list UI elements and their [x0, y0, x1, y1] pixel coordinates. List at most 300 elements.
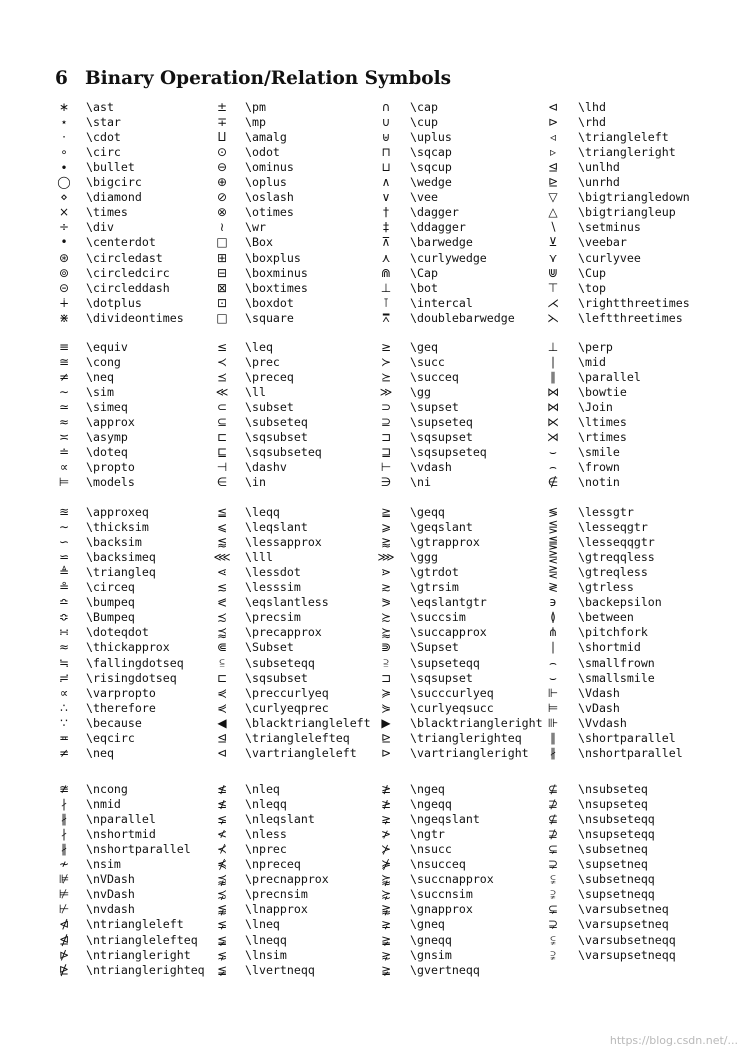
symbol-glyph: ⪖ [380, 595, 392, 610]
latex-command: \lnapprox [245, 902, 308, 917]
symbol-glyph: ⊪ [547, 715, 559, 730]
latex-command: \sim [86, 385, 114, 400]
latex-command: \approxeq [86, 505, 149, 519]
latex-command: \nleqslant [245, 812, 315, 827]
latex-command: \veebar [578, 235, 627, 250]
latex-command: \simeq [86, 400, 128, 415]
latex-command: \Subset [245, 640, 294, 655]
symbol-glyph: ≏ [58, 595, 70, 610]
symbol-glyph: ⋑ [380, 640, 392, 655]
symbol-glyph: ∥ [550, 730, 556, 745]
latex-command: \prec [245, 355, 280, 370]
latex-command: \vDash [578, 700, 620, 715]
latex-command: \nshortparallel [578, 745, 683, 760]
latex-command: \notin [578, 475, 620, 490]
latex-command: \sqcup [410, 160, 452, 175]
symbol-glyph: ∝ [59, 685, 69, 700]
latex-command: \bullet [86, 160, 135, 175]
latex-command: \subsetneqq [578, 872, 655, 887]
symbol-glyph: ⊳ [547, 115, 559, 130]
symbol-glyph: ∘ [60, 145, 68, 160]
latex-command: \circeq [86, 580, 135, 595]
symbol-glyph: ⫆ [383, 655, 389, 670]
symbol-glyph: ⪺ [380, 872, 392, 887]
latex-command: \ngtr [410, 827, 445, 842]
symbol-glyph: ⊡ [216, 295, 228, 310]
symbol-glyph: ≈ [58, 415, 70, 430]
symbol-glyph: ⋓ [547, 265, 559, 280]
symbol-glyph: × [58, 205, 70, 220]
latex-command: \dashv [245, 460, 287, 475]
latex-command: \unlhd [578, 160, 620, 175]
symbol-glyph: ⋘ [213, 550, 231, 565]
latex-command: \ll [245, 385, 266, 400]
symbol-glyph: ≬ [550, 610, 556, 625]
symbol-glyph: ‡ [383, 220, 389, 235]
symbol-glyph: ⪇ [216, 812, 228, 827]
latex-command: \preceq [245, 370, 294, 385]
latex-command: \gtreqless [578, 565, 648, 580]
latex-command: \backsimeq [86, 550, 156, 565]
symbol-glyph: ≀ [219, 220, 225, 235]
symbol-glyph: ∓ [216, 115, 228, 130]
symbol-glyph: ⊋ [547, 917, 559, 932]
symbol-glyph: ≐ [58, 445, 70, 460]
latex-command: \perp [578, 340, 613, 354]
latex-command: \gg [410, 385, 431, 400]
symbol-glyph: ∦ [550, 745, 556, 760]
symbol-glyph: ∧ [381, 175, 391, 190]
symbol-glyph: ⊃ [380, 400, 392, 415]
symbol-glyph: ⊩ [547, 685, 559, 700]
symbol-glyph: ∣ [550, 355, 556, 370]
symbol-glyph: ∤ [61, 797, 67, 812]
latex-command: \nprec [245, 842, 287, 857]
latex-command: \smallfrown [578, 655, 655, 670]
symbol-glyph: ⊈ [547, 812, 559, 827]
latex-command: \varsupsetneqq [578, 947, 676, 962]
latex-command: \Box [245, 235, 273, 250]
latex-command: \wr [245, 220, 266, 235]
symbol-glyph: ⪆ [380, 535, 392, 550]
symbol-glyph: ⋦ [216, 947, 228, 962]
latex-command: \subseteqq [245, 655, 315, 670]
symbol-glyph: △ [548, 205, 558, 220]
symbol-glyph: ⪉ [216, 902, 228, 917]
latex-command: \vdash [410, 460, 452, 475]
latex-command: \succnsim [410, 887, 473, 902]
symbol-glyph: ≓ [58, 670, 70, 685]
symbol-glyph: ⊻ [548, 235, 558, 250]
symbol-glyph: ∵ [60, 715, 68, 730]
symbol-glyph: ∨ [381, 190, 391, 205]
watermark: https://blog.csdn.net/... [609, 1034, 738, 1047]
latex-command: \pitchfork [578, 625, 648, 640]
symbol-glyph: ⊖ [216, 160, 228, 175]
latex-command: \sqsupset [410, 670, 473, 685]
symbol-glyph: ⊨ [58, 475, 70, 490]
latex-command: \bigtriangledown [578, 190, 690, 205]
symbol-glyph: ⊉ [547, 827, 559, 842]
latex-command: \geq [410, 340, 438, 354]
symbol-glyph: ⪸ [380, 625, 392, 640]
latex-command: \succsim [410, 610, 466, 625]
symbol-glyph: ⋊ [547, 430, 559, 445]
latex-command: \bigtriangleup [578, 205, 676, 220]
symbol-glyph: ⋄ [60, 190, 68, 205]
latex-command: \unrhd [578, 175, 620, 190]
symbol-glyph: ⊀ [216, 842, 228, 857]
latex-command: \geqslant [410, 520, 473, 535]
latex-command: \smile [578, 445, 620, 460]
symbol-glyph: ≈ [58, 640, 70, 655]
symbol-glyph: ⋖ [216, 565, 228, 580]
symbol-glyph: ≡ [58, 340, 70, 354]
latex-command: \rhd [578, 115, 606, 130]
latex-command: \therefore [86, 700, 156, 715]
latex-command: \odot [245, 145, 280, 160]
symbol-glyph: ⊵ [380, 730, 392, 745]
latex-command: \ngeqq [410, 797, 452, 812]
symbol-glyph: ⫌ [550, 887, 556, 902]
latex-command: \lll [245, 550, 273, 565]
symbol-glyph: ⊘ [216, 190, 228, 205]
latex-command: \subseteq [245, 415, 308, 430]
latex-command: \curlyeqprec [245, 700, 329, 715]
latex-command: \succeq [410, 370, 459, 385]
latex-command: \cong [86, 355, 121, 370]
latex-command: \gneqq [410, 932, 452, 947]
latex-command: \propto [86, 460, 135, 475]
symbol-glyph: ⋨ [216, 887, 228, 902]
latex-command: \succ [410, 355, 445, 370]
latex-command: \lneqq [245, 932, 287, 947]
latex-command: \leftthreetimes [578, 310, 683, 325]
latex-command: \sqsupseteq [410, 445, 487, 460]
symbol-glyph: ⋗ [380, 565, 392, 580]
latex-command: \varsubsetneqq [578, 932, 676, 947]
symbol-glyph: ≰ [216, 782, 228, 796]
latex-command: \rightthreetimes [578, 295, 690, 310]
latex-command: \supsetneqq [578, 887, 655, 902]
latex-command: \nleq [245, 782, 280, 796]
latex-command: \nVDash [86, 872, 135, 887]
symbol-glyph: ≦ [216, 505, 228, 519]
latex-command: \bot [410, 280, 438, 295]
latex-command: \gnsim [410, 947, 452, 962]
symbol-glyph: ⪹ [216, 872, 228, 887]
latex-command: \mid [578, 355, 606, 370]
symbol-glyph: ∙ [60, 160, 68, 175]
symbol-glyph: ⊏ [216, 670, 228, 685]
symbol-glyph: ▶ [381, 715, 391, 730]
latex-command: \curlyeqsucc [410, 700, 494, 715]
latex-command: \subset [245, 400, 294, 415]
symbol-glyph: ≫ [379, 385, 393, 400]
latex-command: \trianglelefteq [245, 730, 350, 745]
symbol-glyph: ▽ [548, 190, 558, 205]
latex-command: \cup [410, 115, 438, 130]
latex-command: \star [86, 115, 121, 130]
latex-command: \ast [86, 100, 114, 114]
latex-command: \leqq [245, 505, 280, 519]
latex-command: \lesssim [245, 580, 301, 595]
symbol-glyph: ⊐ [380, 430, 392, 445]
latex-command: \npreceq [245, 857, 301, 872]
symbol-glyph: ∦ [61, 812, 67, 827]
symbol-glyph: ≱ [380, 797, 392, 812]
symbol-glyph: ⫋ [550, 932, 556, 947]
symbol-glyph: ⋞ [216, 700, 228, 715]
latex-command: \Vdash [578, 685, 620, 700]
symbol-glyph: ∥ [550, 370, 556, 385]
latex-command: \Bumpeq [86, 610, 135, 625]
latex-command: \cdot [86, 130, 121, 145]
latex-command: \nsucc [410, 842, 452, 857]
symbol-glyph: ≳ [380, 580, 392, 595]
latex-command: \pm [245, 100, 266, 114]
latex-command: \thicksim [86, 520, 149, 535]
symbol-glyph: ≗ [58, 580, 70, 595]
symbol-glyph: ⋆ [60, 115, 68, 130]
symbol-glyph: ⊺ [382, 295, 390, 310]
latex-command: \varsupsetneq [578, 917, 669, 932]
symbol-glyph: ⋍ [58, 550, 70, 565]
symbol-glyph: ⨿ [217, 130, 227, 145]
symbol-glyph: ⫌ [550, 947, 556, 962]
latex-command: \dagger [410, 205, 459, 220]
symbol-glyph: ⋪ [58, 917, 70, 932]
symbol-glyph: ⋔ [547, 625, 559, 640]
symbol-glyph: ⪕ [216, 595, 228, 610]
latex-command: \thickapprox [86, 640, 170, 655]
latex-command: \leq [245, 340, 273, 354]
latex-command: \ddagger [410, 220, 466, 235]
symbol-glyph: ≩ [380, 962, 392, 977]
symbol-glyph: ≁ [58, 857, 70, 872]
latex-command: \centerdot [86, 235, 156, 250]
symbol-glyph: ⪈ [380, 917, 392, 932]
symbol-glyph: ⩞ [382, 310, 390, 325]
symbol-glyph: ⊯ [58, 872, 70, 887]
latex-command: \sqsubseteq [245, 445, 322, 460]
symbol-glyph: ⌣ [549, 670, 557, 685]
latex-command: \ntrianglelefteq [86, 932, 198, 947]
latex-command: \rtimes [578, 430, 627, 445]
latex-command: \uplus [410, 130, 452, 145]
symbol-glyph: ⋎ [548, 250, 558, 265]
symbol-glyph: ⊆ [216, 415, 228, 430]
latex-command: \times [86, 205, 128, 220]
latex-command: \curlywedge [410, 250, 487, 265]
symbol-glyph: ⊂ [216, 400, 228, 415]
latex-command: \varsubsetneq [578, 902, 669, 917]
latex-command: \cap [410, 100, 438, 114]
symbol-glyph: ⊴ [547, 160, 559, 175]
symbol-glyph: ⊥ [547, 340, 559, 354]
symbol-glyph: ⊎ [381, 130, 391, 145]
symbol-glyph: ⊋ [547, 857, 559, 872]
symbol-glyph: ⪷ [216, 625, 228, 640]
symbol-glyph: ≜ [58, 565, 70, 580]
latex-command: \lvertneqq [245, 962, 315, 977]
latex-command: \bigcirc [86, 175, 142, 190]
symbol-glyph: ⪈ [380, 812, 392, 827]
symbol-glyph: ⋇ [58, 310, 70, 325]
symbol-glyph: ⋐ [216, 640, 228, 655]
symbol-glyph: ⊒ [380, 445, 392, 460]
latex-command: \mp [245, 115, 266, 130]
symbol-glyph: ⋅ [62, 130, 66, 145]
symbol-glyph: ∤ [61, 827, 67, 842]
latex-command: \shortmid [578, 640, 641, 655]
latex-command: \circ [86, 145, 121, 160]
symbol-glyph: ≲ [216, 580, 228, 595]
symbol-glyph: ∗ [58, 100, 70, 114]
symbol-glyph: ⊚ [58, 265, 70, 280]
latex-command: \dotplus [86, 295, 142, 310]
latex-command: \doteq [86, 445, 128, 460]
latex-command: \succnapprox [410, 872, 494, 887]
symbol-glyph: ⊢ [380, 460, 392, 475]
latex-command: \blacktriangleleft [245, 715, 371, 730]
latex-command: \bumpeq [86, 595, 135, 610]
latex-command: \circledcirc [86, 265, 170, 280]
latex-command: \between [578, 610, 634, 625]
symbol-glyph: ≷ [547, 580, 559, 595]
symbol-glyph: ÷ [58, 220, 70, 235]
symbol-glyph: ∔ [58, 295, 70, 310]
latex-command: \eqslantgtr [410, 595, 487, 610]
symbol-glyph: ϶ [549, 595, 557, 610]
latex-command: \asymp [86, 430, 128, 445]
latex-command: \sqsubset [245, 430, 308, 445]
symbol-glyph: ⪅ [216, 535, 228, 550]
symbol-glyph: ⋛ [547, 550, 559, 565]
symbol-glyph: ⊏ [216, 430, 228, 445]
latex-command: \Supset [410, 640, 459, 655]
symbol-glyph: ⊞ [216, 250, 228, 265]
symbol-glyph: ∴ [60, 700, 68, 715]
latex-command: \lnsim [245, 947, 287, 962]
latex-command: \subsetneq [578, 842, 648, 857]
latex-command: \gnapprox [410, 902, 473, 917]
latex-command: \geqq [410, 505, 445, 519]
symbol-glyph: ∉ [547, 475, 559, 490]
symbol-glyph: ≰ [216, 797, 228, 812]
symbol-glyph: ⩽ [216, 520, 228, 535]
latex-command: \Join [578, 400, 613, 415]
latex-command: \nsubseteqq [578, 812, 655, 827]
symbol-glyph: ⊗ [216, 205, 228, 220]
latex-command: \Cup [578, 265, 606, 280]
latex-command: \divideontimes [86, 310, 184, 325]
latex-command: \lessdot [245, 565, 301, 580]
latex-command: \backepsilon [578, 595, 662, 610]
latex-command: \amalg [245, 130, 287, 145]
latex-command: \setminus [578, 220, 641, 235]
latex-command: \ntrianglerighteq [86, 962, 205, 977]
symbol-glyph: ⋛ [547, 565, 559, 580]
latex-command: \lesseqqgtr [578, 535, 655, 550]
latex-command: \circleddash [86, 280, 170, 295]
symbol-glyph: ⊼ [381, 235, 391, 250]
symbol-glyph: □ [216, 310, 228, 325]
symbol-glyph: ∋ [380, 475, 392, 490]
symbol-glyph: ⊝ [58, 280, 70, 295]
latex-command: \ominus [245, 160, 294, 175]
symbol-glyph: ⋧ [380, 947, 392, 962]
symbol-glyph: ⊬ [58, 902, 70, 917]
latex-command: \nsim [86, 857, 121, 872]
latex-command: \vartriangleleft [245, 745, 357, 760]
latex-command: \triangleleft [578, 130, 669, 145]
latex-command: \intercal [410, 295, 473, 310]
latex-command: \boxplus [245, 250, 301, 265]
symbol-glyph: ◀ [217, 715, 227, 730]
latex-command: \doublebarwedge [410, 310, 515, 325]
latex-command: \precsim [245, 610, 301, 625]
latex-command: \models [86, 475, 135, 490]
section-heading [55, 68, 451, 89]
latex-command: \smallsmile [578, 670, 655, 685]
latex-command: \lessapprox [245, 535, 322, 550]
symbol-glyph: ≽ [380, 685, 392, 700]
symbol-glyph: ∈ [216, 475, 228, 490]
latex-command: \leqslant [245, 520, 308, 535]
symbol-glyph: ⋬ [58, 932, 70, 947]
symbol-glyph: ⪇ [216, 917, 228, 932]
symbol-glyph: ≺ [216, 355, 228, 370]
section-title: Binary Operation/Relation Symbols [85, 68, 452, 89]
latex-command: \nshortparallel [86, 842, 191, 857]
symbol-glyph: □ [216, 235, 228, 250]
latex-command: \lneq [245, 917, 280, 932]
symbol-glyph: ⊙ [216, 145, 228, 160]
latex-command: \gtrapprox [410, 535, 480, 550]
latex-command: \eqslantless [245, 595, 329, 610]
symbol-glyph: ⌢ [549, 655, 557, 670]
section-number: 6 [55, 68, 68, 89]
latex-command: \preccurlyeq [245, 685, 329, 700]
symbol-glyph: ⌣ [549, 445, 557, 460]
symbol-glyph: ≠ [58, 370, 70, 385]
symbol-glyph: ⋭ [58, 962, 70, 977]
latex-command: \nsubseteq [578, 782, 648, 796]
latex-command: \lessgtr [578, 505, 634, 519]
latex-command: \boxminus [245, 265, 308, 280]
symbol-glyph: ⊲ [547, 100, 559, 114]
latex-command: \bowtie [578, 385, 627, 400]
symbol-glyph: ⌢ [549, 460, 557, 475]
symbol-glyph: • [60, 235, 68, 250]
symbol-glyph: ⊐ [380, 670, 392, 685]
symbol-glyph: ≇ [58, 782, 70, 796]
symbol-glyph: ⊥ [380, 280, 392, 295]
symbol-glyph: ≪ [215, 385, 229, 400]
symbol-glyph: ⊨ [547, 700, 559, 715]
latex-command: \vee [410, 190, 438, 205]
symbol-glyph: ⋫ [58, 947, 70, 962]
latex-command: \boxtimes [245, 280, 308, 295]
latex-command: \supset [410, 400, 459, 415]
symbol-glyph: ⋌ [547, 295, 559, 310]
symbol-glyph: ⊁ [380, 842, 392, 857]
latex-command: \lesseqgtr [578, 520, 648, 535]
latex-command: \ggg [410, 550, 438, 565]
symbol-glyph: ⫋ [550, 872, 556, 887]
symbol-glyph: ≾ [216, 610, 228, 625]
